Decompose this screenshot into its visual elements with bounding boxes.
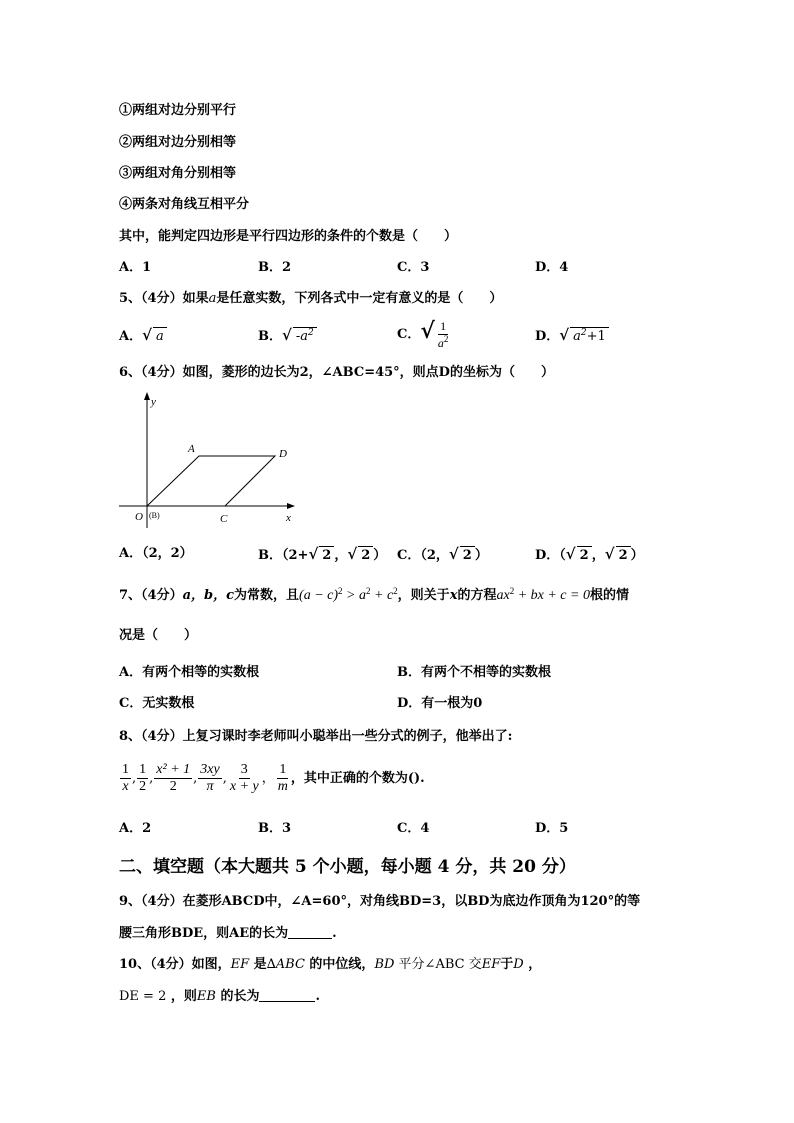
q6-option-b: B．（2+√ 2 ，√ 2 ） bbox=[258, 545, 387, 563]
q7-option-c: C．无实数根 bbox=[119, 696, 195, 711]
rhombus-shape bbox=[147, 456, 275, 506]
q6-option-a: A．（2，2） bbox=[119, 546, 193, 561]
q4-option-a: A．1 bbox=[119, 260, 152, 275]
q10-answer-blank[interactable] bbox=[259, 1001, 315, 1002]
question-9-line2: 腰三角形BDE，则AE的长为 . bbox=[119, 926, 337, 941]
q8-fractions: $\frac{1}{x}$ , $\frac{1}{2}$ , $\frac{\text{x² + 1}}{2}$ , $\frac{3xy}{\pi}$ , $\frac{3}{x + y}$ ， $\frac{1}{m}$ ，其中正确的个数为(). bbox=[122, 762, 425, 794]
q4-option-b: B．2 bbox=[258, 260, 292, 275]
q6-option-d: D．（√ 2 ，√ 2 ） bbox=[535, 545, 644, 563]
q7-option-b: B．有两个不相等的实数根 bbox=[397, 665, 551, 680]
question-9-line1: 9、（4分）在菱形ABCD中，∠A=60°，对角线BD=3，以BD为底边作顶角为120°的等 bbox=[119, 894, 641, 909]
q4-option-d: D．4 bbox=[535, 260, 569, 275]
rhombus-figure bbox=[115, 390, 305, 530]
label-d: D bbox=[279, 448, 287, 460]
label-o: O bbox=[135, 511, 143, 523]
label-x: x bbox=[286, 512, 291, 524]
y-axis-arrow bbox=[144, 392, 150, 400]
q8-option-d: D．5 bbox=[535, 821, 569, 836]
q5-option-d: D．√ $a^2+1$ bbox=[535, 326, 609, 346]
condition-4: ④两条对角线互相平分 bbox=[119, 197, 250, 212]
q8-option-a: A．2 bbox=[119, 821, 152, 836]
question-7-stem: 7、（4分）a，b，c为常数，且$(a - c)^2 > a^2 + c^2$，则关于x的方程$ax^2$ + bx + c = 0根的情 bbox=[119, 586, 629, 603]
condition-2: ②两组对边分别相等 bbox=[119, 135, 237, 150]
x-axis-arrow bbox=[287, 503, 295, 509]
q9-answer-blank[interactable] bbox=[288, 938, 332, 939]
q4-option-c: C．3 bbox=[397, 260, 430, 275]
q6-option-c: C．（2，√ 2 ） bbox=[397, 545, 488, 563]
label-a: A bbox=[188, 443, 195, 455]
question-7-stem-cont: 况是（ ） bbox=[119, 628, 198, 643]
condition-3: ③两组对角分别相等 bbox=[119, 166, 237, 181]
q8-option-c: C．4 bbox=[397, 821, 430, 836]
label-c: C bbox=[220, 513, 228, 525]
question-5-stem: 5、（4分）如果a是任意实数，下列各式中一定有意义的是（ ） bbox=[119, 291, 503, 306]
section-2-heading: 二、填空题（本大题共 5 个小题，每小题 4 分，共 20 分） bbox=[119, 857, 576, 877]
q8-option-b: B．3 bbox=[258, 821, 292, 836]
q7-option-d: D．有一根为0 bbox=[397, 696, 483, 711]
q7-option-a: A．有两个相等的实数根 bbox=[119, 665, 260, 680]
q5-option-a: A．√ a bbox=[119, 326, 167, 346]
q5-option-c: C．√ $\frac{1}{a^2}$ bbox=[397, 318, 449, 350]
question-8-stem: 8、（4分）上复习课时李老师叫小聪举出一些分式的例子，他举出了: bbox=[119, 729, 513, 744]
condition-1: ①两组对边分别平行 bbox=[119, 103, 237, 118]
label-y: y bbox=[151, 396, 156, 408]
q5-option-b: B．√ $-a^2$ bbox=[258, 326, 317, 346]
label-b: (B) bbox=[149, 511, 160, 520]
question-10-line1: 10、（4分）如图，EF 是∆ABC 的中位线，BD 平分∠ABC 交EF于D ， bbox=[119, 957, 542, 972]
question-6-stem: 6、（4分）如图，菱形的边长为2，∠ABC=45°，则点D的坐标为（ ） bbox=[119, 365, 554, 380]
question-4-stem: 其中，能判定四边形是平行四边形的条件的个数是（ ） bbox=[119, 229, 458, 244]
question-10-line2: DE = 2 ，则EB 的长为 . bbox=[119, 989, 320, 1004]
